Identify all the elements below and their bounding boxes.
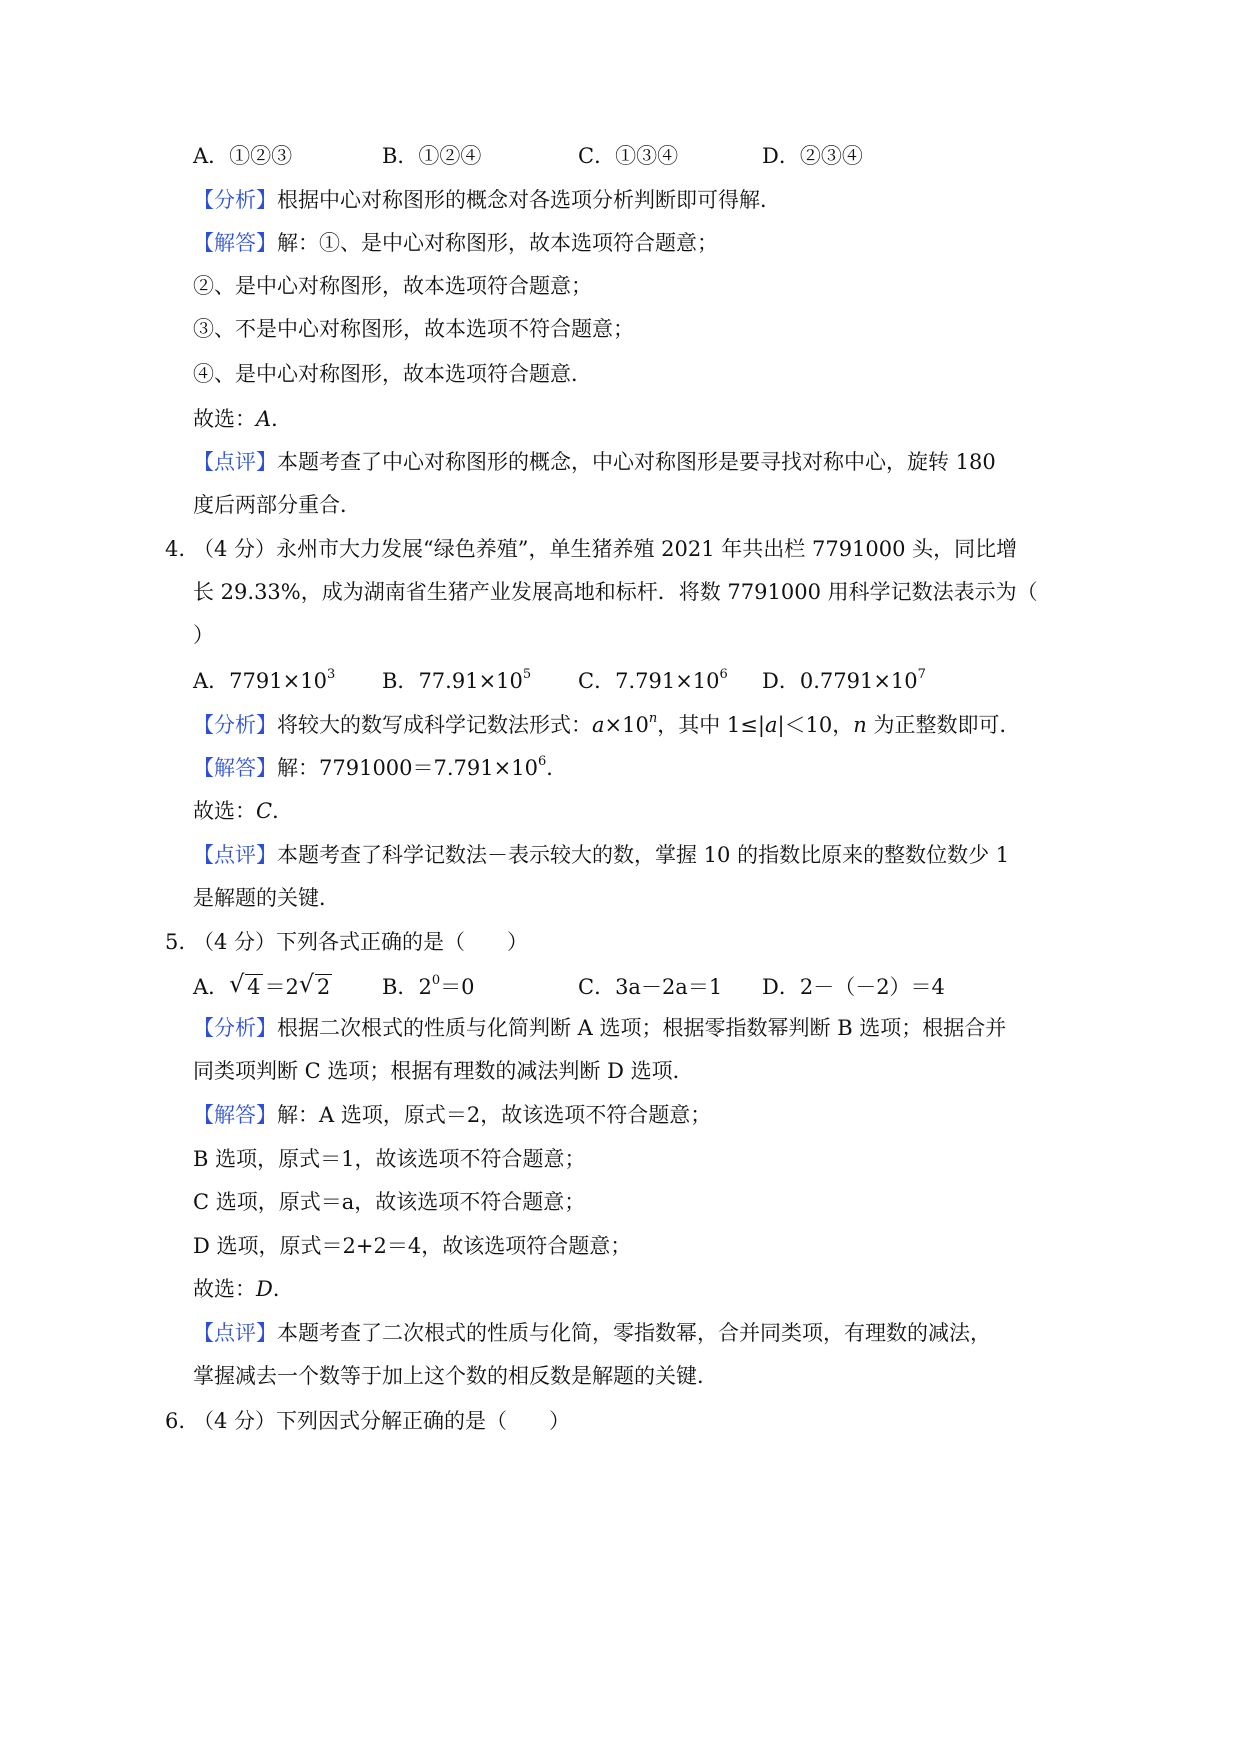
q3-option-a: A．①②③ [193,144,293,168]
q5-answer-line-3: C 选项，原式＝a，故该选项不符合题意； [193,1190,586,1214]
q3-comment-line-2: 度后两部分重合． [193,493,361,517]
q5-analysis-line-2: 同类项判断 C 选项；根据有理数的减法判断 D 选项． [193,1059,694,1083]
q5-answer-line-1: 【解答】解：A 选项，原式＝2，故该选项不符合题意； [193,1103,712,1127]
q3-option-b: B．①②④ [382,144,482,168]
q5-comment-line-1: 【点评】本题考查了二次根式的性质与化简，零指数幂，合并同类项，有理数的减法， [193,1321,991,1345]
q4-option-a: A．$7791\times 10^3$ [193,667,336,693]
q5-option-d: D．2－（－2）＝4 [762,975,945,999]
q5-option-a: A．√ 4 ＝2√ 2 [193,972,334,1002]
q4-option-b: B．$77.91\times 10^5$ [382,667,532,693]
q5-option-c: C．3a－2a＝1 [578,975,723,999]
q3-option-c: C．①③④ [578,144,679,168]
q4-number: 4. [165,537,186,561]
q5-number: 5. [165,930,186,954]
q3-answer-line-2: ②、是中心对称图形，故本选项符合题意； [193,274,592,298]
q3-answer-line-4: ④、是中心对称图形，故本选项符合题意． [193,362,592,386]
q5-analysis-line-1: 【分析】根据二次根式的性质与化简判断 A 选项；根据零指数幂判断 B 选项；根据合并 [193,1016,1007,1040]
analysis-tag: 【分析】 [193,188,277,212]
q4-analysis: 【分析】将较大的数写成科学记数法形式：$a\times 10^n$，其中 1≤|a|＜10，n 为正整数即可． [193,711,1021,737]
q3-option-d: D．②③④ [762,144,863,168]
q3-answer-line-1: 【解答】解：①、是中心对称图形，故本选项符合题意； [193,231,718,255]
q5-stem: （4 分）下列各式正确的是（ ） [193,930,529,954]
q6-number: 6. [165,1409,186,1433]
q4-stem-line-3: ） [193,623,214,647]
q5-comment-line-2: 掌握减去一个数等于加上这个数的相反数是解题的关键． [193,1364,718,1388]
q4-answer: 【解答】解：$7791000=7.791\times 10^6$． [193,754,568,780]
q4-option-d: D．$0.7791\times 10^7$ [762,667,926,693]
q4-stem-line-1: （4 分）永州市大力发展“绿色养殖”，单生猪养殖 2021 年共出栏 7791000 头，同比增 [193,537,1018,561]
sqrt-symbol: √ 2 [299,972,332,1002]
q3-choice: 故选：A． [193,407,293,431]
q6-stem: （4 分）下列因式分解正确的是（ ） [193,1409,571,1433]
q3-comment-line-1: 【点评】本题考查了中心对称图形的概念，中心对称图形是要寻找对称中心，旋转 180 [193,450,996,474]
q5-option-b: B．$2^0=0$ [382,973,475,999]
comment-tag: 【点评】 [193,450,277,474]
q4-comment-line-2: 是解题的关键． [193,886,340,910]
q4-comment-line-1: 【点评】本题考查了科学记数法－表示较大的数，掌握 10 的指数比原来的整数位数少 1 [193,843,1010,867]
q3-analysis: 【分析】根据中心对称图形的概念对各选项分析判断即可得解． [193,188,781,212]
q4-choice: 故选：C． [193,799,294,823]
q5-answer-line-2: B 选项，原式＝1，故该选项不符合题意； [193,1147,586,1171]
q3-answer-line-3: ③、不是中心对称图形，故本选项不符合题意； [193,317,634,341]
q4-stem-line-2: 长 29.33%，成为湖南省生猪产业发展高地和标杆．将数 7791000 用科学记数法表示为（ [193,580,1038,604]
answer-tag: 【解答】 [193,231,277,255]
q4-option-c: C．$7.791\times 10^6$ [578,667,728,693]
sqrt-symbol: √ 4 [229,972,262,1002]
q5-choice: 故选：D． [193,1277,294,1301]
q5-answer-line-4: D 选项，原式＝2+2＝4，故该选项符合题意； [193,1234,632,1258]
